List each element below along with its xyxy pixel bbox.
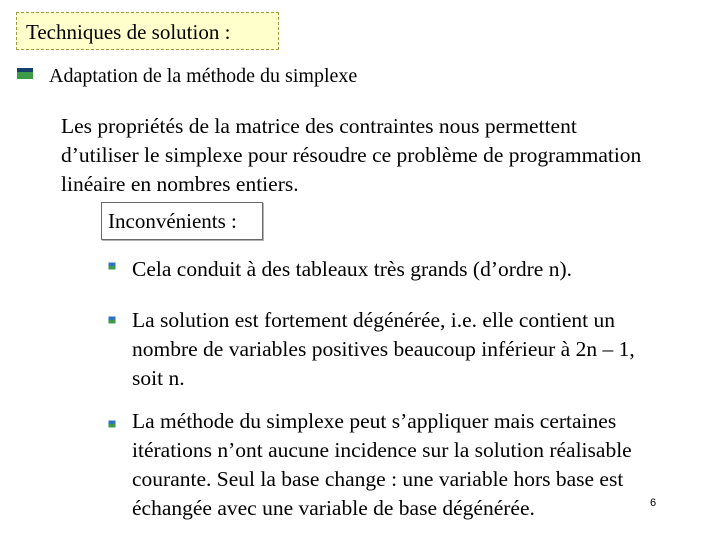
list-item-line: La méthode du simplexe peut s’appliquer mais certaines — [132, 409, 617, 433]
list-item-line: nombre de variables positives beaucoup inférieur à 2n – 1, — [132, 337, 635, 361]
list-item-line: soit n. — [132, 366, 185, 390]
small-square-bullet-icon — [108, 420, 116, 428]
paragraph-line: linéaire en nombres entiers. — [61, 172, 299, 196]
list-item-line: courante. Seul la base change : une variable hors base est — [132, 467, 624, 491]
page-number: 6 — [650, 497, 657, 509]
list-item — [132, 407, 632, 523]
list-item-line: itérations n’ont aucune incidence sur la solution réalisable — [132, 438, 632, 462]
list-item-line: La solution est fortement dégénérée, i.e. elle contient un — [132, 308, 615, 332]
paragraph-line: d’utiliser le simplexe pour résoudre ce problème de programmation — [61, 143, 642, 167]
list-item — [132, 306, 635, 393]
list-item — [132, 255, 572, 284]
inconvenients-label-text: Inconvénients : — [108, 209, 237, 233]
square-bullet-icon — [17, 68, 33, 79]
slide-title-text: Techniques de solution : — [26, 20, 231, 44]
section-heading: Adaptation de la méthode du simplexe — [49, 65, 358, 87]
slide-title — [16, 12, 279, 50]
intro-paragraph — [61, 112, 716, 199]
list-item-line: échangée avec une variable de base dégénérée. — [132, 496, 535, 520]
small-square-bullet-icon — [108, 316, 116, 324]
inconvenients-label — [101, 202, 263, 240]
list-item-line: Cela conduit à des tableaux très grands (d’ordre n). — [132, 257, 572, 281]
small-square-bullet-icon — [108, 262, 116, 270]
paragraph-line: Les propriétés de la matrice des contraintes nous permettent — [61, 114, 577, 138]
